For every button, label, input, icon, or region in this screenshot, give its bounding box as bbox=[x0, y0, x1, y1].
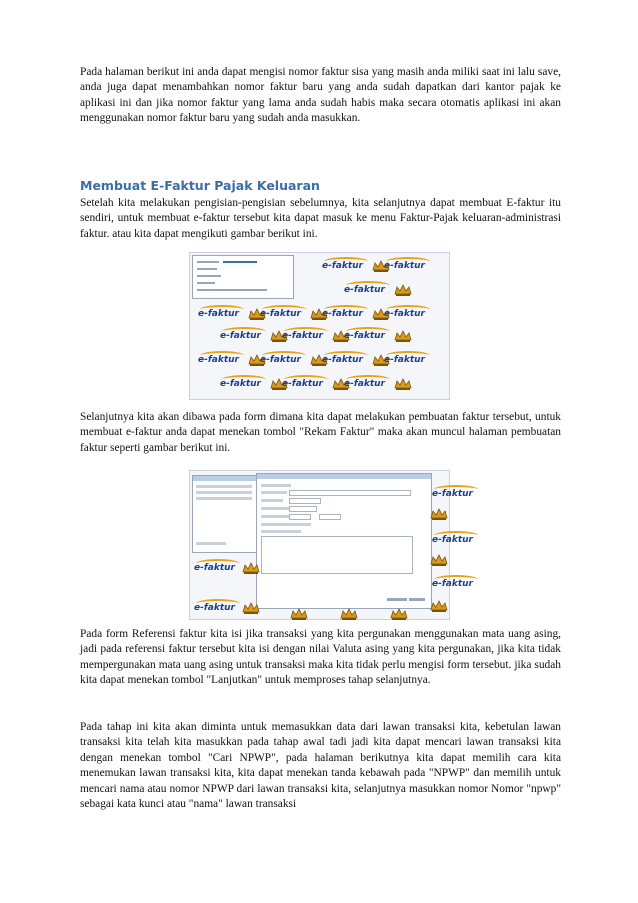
efaktur-logo-text: e-faktur bbox=[282, 331, 323, 341]
efaktur-logo-text: e-faktur bbox=[384, 309, 425, 319]
efaktur-logo-text: e-faktur bbox=[194, 603, 235, 613]
efaktur-logo-text: e-faktur bbox=[220, 331, 261, 341]
crown-emblem-icon bbox=[430, 507, 448, 519]
efaktur-logo-text: e-faktur bbox=[432, 535, 473, 545]
efaktur-logo-tile bbox=[322, 305, 368, 319]
efaktur-logo-text: e-faktur bbox=[344, 285, 385, 295]
paragraph-cari-npwp: Pada tahap ini kita akan diminta untuk memasukkan data dari lawan transaksi kita, kebetulan lawan transaksi kita telah kita masukkan pada tahap awal tadi jadi kita dapat mencari lawan transaksi kita dengan menekan tombol "Cari NPWP", pada halaman berikutnya kita dapat memilih cara kita menemukan lawan transaksi kita, kita dapat menekan tanda kebawah pada "NPWP" dan memilih untuk mencari nama atau nomor NPWP dari lawan transaksi kita, selanjutnya masukkan nomor Nomor "npwp" sebagai kata kunci atau "nama" lawan transaksi bbox=[80, 721, 561, 811]
efaktur-logo-tile bbox=[198, 351, 244, 365]
efaktur-logo-tile bbox=[282, 327, 328, 341]
crown-emblem-icon bbox=[430, 599, 448, 611]
paragraph-referensi-faktur: Pada form Referensi faktur kita isi jika transaksi yang kita pergunakan menggunakan mata uang asing, jadi pada referensi faktur tersebut kita isi dengan nilai Valuta asing yang kita pergunakan, jika kita tidak mempergunakan mata uang asing untuk transaksi maka kita tidak perlu mengisi form tersebut. jika sudah kita dapat menekan tombol "Lanjutkan" untuk memproses tahap selanjutnya. bbox=[80, 628, 561, 687]
efaktur-logo-text: e-faktur bbox=[198, 309, 239, 319]
crown-emblem-icon bbox=[390, 607, 408, 619]
efaktur-logo-text: e-faktur bbox=[322, 261, 363, 271]
efaktur-logo-text: e-faktur bbox=[384, 261, 425, 271]
efaktur-logo-tile bbox=[260, 351, 306, 365]
efaktur-logo-text: e-faktur bbox=[322, 309, 363, 319]
efaktur-logo-tile bbox=[322, 257, 368, 271]
efaktur-logo-tile bbox=[344, 281, 390, 295]
efaktur-logo-text: e-faktur bbox=[220, 379, 261, 389]
crown-emblem-icon bbox=[340, 607, 358, 619]
efaktur-logo-text: e-faktur bbox=[344, 331, 385, 341]
paragraph-membuat-efaktur: Setelah kita melakukan pengisian-pengisian sebelumnya, kita selanjutnya dapat membuat E-faktur itu sendiri, untuk membuat e-faktur tersebut kita dapat masuk ke menu Faktur-Pajak keluaran-administrasi faktur. atau kita dapat mengikuti gambar berikut ini. bbox=[80, 197, 561, 240]
efaktur-logo-tile bbox=[220, 375, 266, 389]
crown-emblem-icon bbox=[242, 601, 260, 613]
menu-dropdown bbox=[192, 255, 294, 299]
efaktur-logo-tile bbox=[194, 559, 240, 573]
efaktur-logo-tile bbox=[432, 575, 478, 589]
efaktur-logo-tile bbox=[260, 305, 306, 319]
efaktur-logo-tile bbox=[282, 375, 328, 389]
crown-emblem-icon bbox=[394, 329, 412, 341]
efaktur-logo-text: e-faktur bbox=[198, 355, 239, 365]
efaktur-logo-tile bbox=[384, 305, 430, 319]
efaktur-logo-tile bbox=[344, 327, 390, 341]
efaktur-menu-screenshot bbox=[189, 252, 450, 400]
efaktur-logo-text: e-faktur bbox=[260, 309, 301, 319]
efaktur-logo-tile bbox=[198, 305, 244, 319]
efaktur-logo-tile bbox=[220, 327, 266, 341]
paragraph-rekam-faktur: Selanjutnya kita akan dibawa pada form dimana kita dapat melakukan pembuatan faktur tersebut, untuk membuat e-faktur anda dapat menekan tombol "Rekam Faktur" maka akan muncul halaman pembuatan faktur seperti gambar berikut ini. bbox=[80, 411, 561, 454]
efaktur-logo-tile bbox=[344, 375, 390, 389]
efaktur-logo-text: e-faktur bbox=[260, 355, 301, 365]
crown-emblem-icon bbox=[290, 607, 308, 619]
list-window bbox=[192, 475, 258, 553]
crown-emblem-icon bbox=[242, 561, 260, 573]
efaktur-logo-tile bbox=[432, 485, 478, 499]
efaktur-logo-tile bbox=[384, 351, 430, 365]
efaktur-logo-text: e-faktur bbox=[322, 355, 363, 365]
section-heading: Membuat E-Faktur Pajak Keluaran bbox=[80, 178, 320, 193]
crown-emblem-icon bbox=[394, 377, 412, 389]
crown-emblem-icon bbox=[430, 553, 448, 565]
efaktur-logo-text: e-faktur bbox=[282, 379, 323, 389]
efaktur-logo-text: e-faktur bbox=[432, 579, 473, 589]
efaktur-logo-text: e-faktur bbox=[194, 563, 235, 573]
crown-emblem-icon bbox=[394, 283, 412, 295]
efaktur-logo-text: e-faktur bbox=[384, 355, 425, 365]
efaktur-logo-text: e-faktur bbox=[432, 489, 473, 499]
efaktur-form-screenshot bbox=[189, 470, 473, 620]
efaktur-logo-tile bbox=[384, 257, 430, 271]
efaktur-logo-tile bbox=[322, 351, 368, 365]
paragraph-nomor-faktur: Pada halaman berikut ini anda dapat mengisi nomor faktur sisa yang masih anda miliki saat ini lalu save, anda juga dapat menambahkan nomor faktur baru yang anda sudah dapatkan dari kantor pajak ke aplikasi ini dan jika nomor faktur yang lama anda sudah habis maka secara otomatis aplikasi ini akan menggunakan nomor faktur baru yang sudah anda masukkan. bbox=[80, 66, 561, 125]
efaktur-logo-tile bbox=[432, 531, 478, 545]
efaktur-logo-text: e-faktur bbox=[344, 379, 385, 389]
form-window bbox=[256, 473, 432, 609]
efaktur-logo-tile bbox=[194, 599, 240, 613]
